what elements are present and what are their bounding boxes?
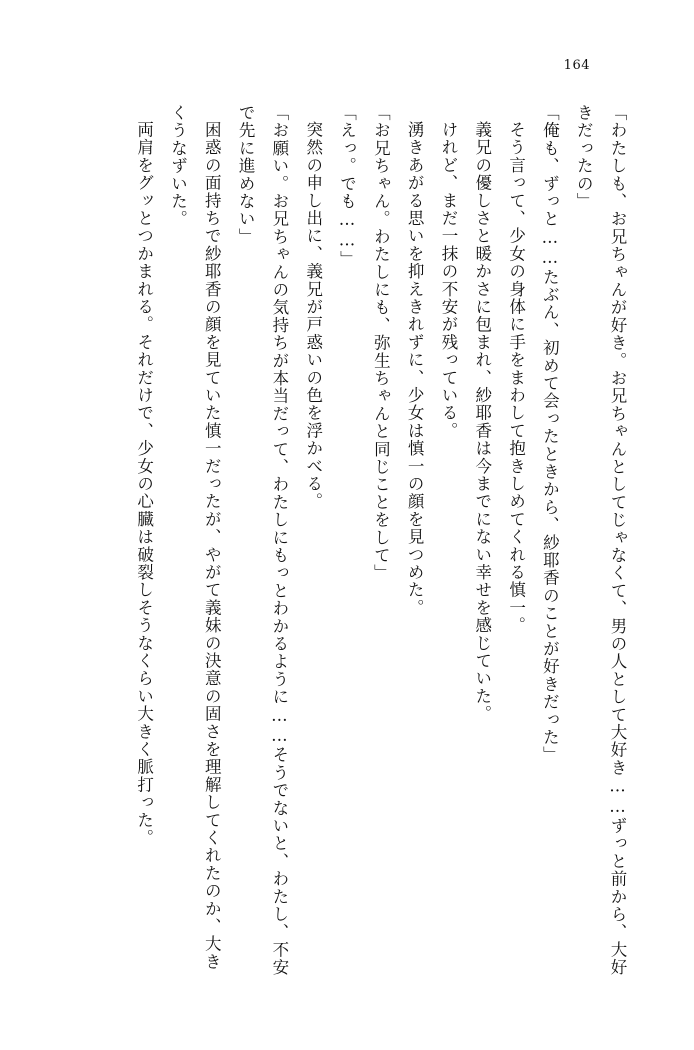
paragraph: けれど、まだ一抹の不安が残っている。 <box>438 120 458 440</box>
paragraph: 義兄の優しさと暖かさに包まれ、紗耶香は今までにない幸せを感じていた。 <box>472 120 492 723</box>
page-number: 164 <box>563 58 590 73</box>
paragraph: 困惑の面持ちで紗耶香の顔を見ていた慎一だったが、やがて義妹の決意の固さを理解してくれたのか、大きくうなずいた。 <box>168 104 222 971</box>
paragraph: 突然の申し出に、義兄が戸惑いの色を浮かべる。 <box>303 120 323 510</box>
paragraph: 「わたしも、お兄ちゃんが好き。お兄ちゃんとしてじゃなくて、男の人として大好き……ずっと前から、大好きだったの」 <box>574 104 627 977</box>
paragraph: 「お兄ちゃん。わたしにも、弥生ちゃんと同じことをして」 <box>371 104 391 582</box>
paragraph: 「えっ。でも……」 <box>337 104 357 269</box>
paragraph: 「俺も、ずっと……たぶん、初めて会ったときから、紗耶香のことが好きだった」 <box>540 104 560 764</box>
paragraph: 湧きあがる思いを抑えきれずに、少女は慎一の顔を見つめた。 <box>405 120 425 617</box>
page-body-text <box>58 104 634 984</box>
paragraph: 「お願い。お兄ちゃんの気持ちが本当だって、わたしにもっとわかるように……そうでないと、わたし、不安で先に進めない」 <box>236 104 289 977</box>
paragraph: そう言って、少女の身体に手をまわして抱きしめてくれる慎一。 <box>506 120 526 634</box>
paragraph: 両肩をグッとつかまれる。それだけで、少女の心臓は破裂しそうなくらい大きく脈打った。 <box>134 120 154 847</box>
